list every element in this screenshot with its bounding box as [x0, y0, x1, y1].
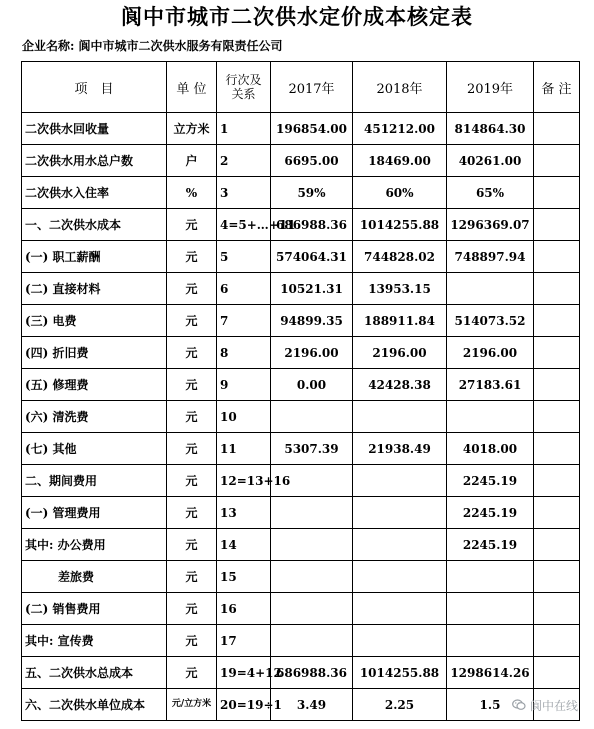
row-unit-cell: 元 [167, 561, 217, 593]
row-item-cell: 其中: 宣传费 [22, 625, 167, 657]
row-2019-cell: 4018.00 [447, 433, 534, 465]
watermark-text: 阆中在线 [529, 698, 578, 713]
row-2017-cell [271, 593, 353, 625]
row-ordinal-cell: 15 [217, 561, 271, 593]
row-2017-cell: 10521.31 [271, 273, 353, 305]
row-unit-cell: 元/立方米 [167, 689, 217, 721]
row-2018-cell [353, 625, 447, 657]
row-2019-cell [447, 401, 534, 433]
row-ordinal-cell: 4=5+…+11 [217, 209, 271, 241]
row-unit-cell: % [167, 177, 217, 209]
row-2017-cell [271, 497, 353, 529]
row-2018-cell: 2196.00 [353, 337, 447, 369]
row-2018-cell [353, 529, 447, 561]
table-row [22, 145, 580, 177]
row-2019-cell [447, 561, 534, 593]
row-item-cell: (三) 电费 [22, 305, 167, 337]
row-unit-cell: 元 [167, 369, 217, 401]
row-2019-cell: 2245.19 [447, 497, 534, 529]
row-item-cell: 二次供水用水总户数 [22, 145, 167, 177]
row-2017-cell: 3.49 [271, 689, 353, 721]
table-row [22, 113, 580, 145]
row-ordinal-cell: 19=4+12 [217, 657, 271, 689]
table-row [22, 625, 580, 657]
row-item-cell: 差旅费 [22, 561, 167, 593]
row-ordinal-cell: 5 [217, 241, 271, 273]
row-2019-cell: 1.5 [447, 689, 534, 721]
row-note-cell [534, 177, 580, 209]
row-note-cell [534, 113, 580, 145]
table-row [22, 689, 580, 721]
table-row [22, 337, 580, 369]
row-ordinal-cell: 17 [217, 625, 271, 657]
row-item-cell: 六、二次供水单位成本 [22, 689, 167, 721]
row-2017-cell: 686988.36 [271, 209, 353, 241]
table-row [22, 497, 580, 529]
row-2017-cell: 574064.31 [271, 241, 353, 273]
row-unit-cell: 元 [167, 401, 217, 433]
row-2018-cell: 744828.02 [353, 241, 447, 273]
row-2018-cell: 1014255.88 [353, 209, 447, 241]
row-item-cell: (四) 折旧费 [22, 337, 167, 369]
row-ordinal-cell: 3 [217, 177, 271, 209]
row-item-cell: (五) 修理费 [22, 369, 167, 401]
row-2018-cell: 188911.84 [353, 305, 447, 337]
row-2017-cell: 686988.36 [271, 657, 353, 689]
watermark [512, 694, 578, 716]
row-2018-cell [353, 497, 447, 529]
row-unit-cell: 元 [167, 529, 217, 561]
row-unit-cell: 元 [167, 337, 217, 369]
row-unit-cell: 元 [167, 465, 217, 497]
row-2018-cell: 21938.49 [353, 433, 447, 465]
row-note-cell [534, 433, 580, 465]
row-ordinal-cell: 7 [217, 305, 271, 337]
row-2019-cell: 27183.61 [447, 369, 534, 401]
row-2019-cell: 814864.30 [447, 113, 534, 145]
table-row [22, 433, 580, 465]
row-note-cell [534, 465, 580, 497]
row-note-cell [534, 337, 580, 369]
row-2017-cell [271, 625, 353, 657]
row-2017-cell [271, 561, 353, 593]
row-2018-cell: 18469.00 [353, 145, 447, 177]
row-note-cell [534, 625, 580, 657]
table-title: 阆中市城市二次供水定价成本核定表 [121, 4, 473, 29]
row-2019-cell [447, 625, 534, 657]
cost-table [21, 61, 580, 721]
row-note-cell [534, 529, 580, 561]
row-item-cell: 其中: 办公费用 [22, 529, 167, 561]
header-row [22, 62, 580, 113]
row-note-cell [534, 305, 580, 337]
row-ordinal-cell: 16 [217, 593, 271, 625]
table-row [22, 369, 580, 401]
row-unit-cell: 元 [167, 273, 217, 305]
row-ordinal-cell: 1 [217, 113, 271, 145]
table-row [22, 305, 580, 337]
row-2017-cell [271, 401, 353, 433]
table-body [22, 113, 580, 721]
row-2018-cell [353, 401, 447, 433]
header-item: 项 目 [22, 62, 167, 113]
row-note-cell [534, 369, 580, 401]
row-ordinal-cell: 9 [217, 369, 271, 401]
row-2017-cell: 94899.35 [271, 305, 353, 337]
row-item-cell: 五、二次供水总成本 [22, 657, 167, 689]
row-unit-cell: 元 [167, 593, 217, 625]
table-row [22, 401, 580, 433]
row-note-cell [534, 657, 580, 689]
row-note-cell [534, 593, 580, 625]
header-ordinal: 行次及关系 [217, 62, 271, 113]
row-2018-cell: 451212.00 [353, 113, 447, 145]
table-row [22, 465, 580, 497]
row-item-cell: (七) 其他 [22, 433, 167, 465]
row-2019-cell: 748897.94 [447, 241, 534, 273]
row-ordinal-cell: 11 [217, 433, 271, 465]
wechat-logo-icon [512, 698, 526, 712]
row-unit-cell: 元 [167, 497, 217, 529]
row-note-cell [534, 273, 580, 305]
row-unit-cell: 元 [167, 209, 217, 241]
company-name: 阆中市城市二次供水服务有限责任公司 [78, 39, 283, 53]
row-2017-cell: 0.00 [271, 369, 353, 401]
row-item-cell: 二次供水入住率 [22, 177, 167, 209]
row-2019-cell: 2245.19 [447, 465, 534, 497]
row-2019-cell: 2196.00 [447, 337, 534, 369]
row-2019-cell: 65% [447, 177, 534, 209]
row-2019-cell: 2245.19 [447, 529, 534, 561]
table-row [22, 593, 580, 625]
row-unit-cell: 立方米 [167, 113, 217, 145]
row-item-cell: 二次供水回收量 [22, 113, 167, 145]
row-2019-cell: 40261.00 [447, 145, 534, 177]
company-line [22, 37, 282, 55]
row-unit-cell: 元 [167, 433, 217, 465]
row-2019-cell: 1296369.07 [447, 209, 534, 241]
company-label: 企业名称: [22, 39, 75, 53]
header-2017: 2017年 [271, 62, 353, 113]
header-2018: 2018年 [353, 62, 447, 113]
row-note-cell [534, 145, 580, 177]
row-ordinal-cell: 2 [217, 145, 271, 177]
header-2019: 2019年 [447, 62, 534, 113]
row-note-cell [534, 209, 580, 241]
table-row [22, 177, 580, 209]
row-2019-cell [447, 593, 534, 625]
row-item-cell: 二、期间费用 [22, 465, 167, 497]
row-2018-cell: 13953.15 [353, 273, 447, 305]
header-note: 备 注 [534, 62, 580, 113]
row-2019-cell [447, 273, 534, 305]
row-2019-cell: 514073.52 [447, 305, 534, 337]
row-2018-cell [353, 465, 447, 497]
row-unit-cell: 元 [167, 241, 217, 273]
row-2017-cell: 2196.00 [271, 337, 353, 369]
table-row [22, 529, 580, 561]
row-2017-cell: 59% [271, 177, 353, 209]
table-row [22, 657, 580, 689]
table-row [22, 273, 580, 305]
row-item-cell: 一、二次供水成本 [22, 209, 167, 241]
row-note-cell [534, 241, 580, 273]
row-2017-cell: 6695.00 [271, 145, 353, 177]
row-note-cell [534, 401, 580, 433]
row-2018-cell [353, 561, 447, 593]
row-item-cell: (二) 销售费用 [22, 593, 167, 625]
row-unit-cell: 元 [167, 305, 217, 337]
row-2018-cell: 42428.38 [353, 369, 447, 401]
row-ordinal-cell: 13 [217, 497, 271, 529]
row-ordinal-cell: 10 [217, 401, 271, 433]
row-item-cell: (六) 清洗费 [22, 401, 167, 433]
row-2018-cell: 1014255.88 [353, 657, 447, 689]
row-unit-cell: 元 [167, 625, 217, 657]
row-2017-cell [271, 529, 353, 561]
row-ordinal-cell: 14 [217, 529, 271, 561]
row-ordinal-cell: 12=13+16 [217, 465, 271, 497]
header-unit: 单 位 [167, 62, 217, 113]
row-2018-cell: 60% [353, 177, 447, 209]
row-note-cell [534, 561, 580, 593]
row-ordinal-cell: 6 [217, 273, 271, 305]
table-row [22, 209, 580, 241]
row-2019-cell: 1298614.26 [447, 657, 534, 689]
table-row [22, 561, 580, 593]
row-unit-cell: 户 [167, 145, 217, 177]
row-2017-cell: 196854.00 [271, 113, 353, 145]
table-row [22, 241, 580, 273]
row-2017-cell: 5307.39 [271, 433, 353, 465]
row-ordinal-cell: 8 [217, 337, 271, 369]
row-note-cell [534, 497, 580, 529]
row-unit-cell: 元 [167, 657, 217, 689]
row-2018-cell [353, 593, 447, 625]
row-ordinal-cell: 20=19÷1 [217, 689, 271, 721]
row-item-cell: (一) 管理费用 [22, 497, 167, 529]
row-item-cell: (二) 直接材料 [22, 273, 167, 305]
row-2018-cell: 2.25 [353, 689, 447, 721]
row-item-cell: (一) 职工薪酬 [22, 241, 167, 273]
